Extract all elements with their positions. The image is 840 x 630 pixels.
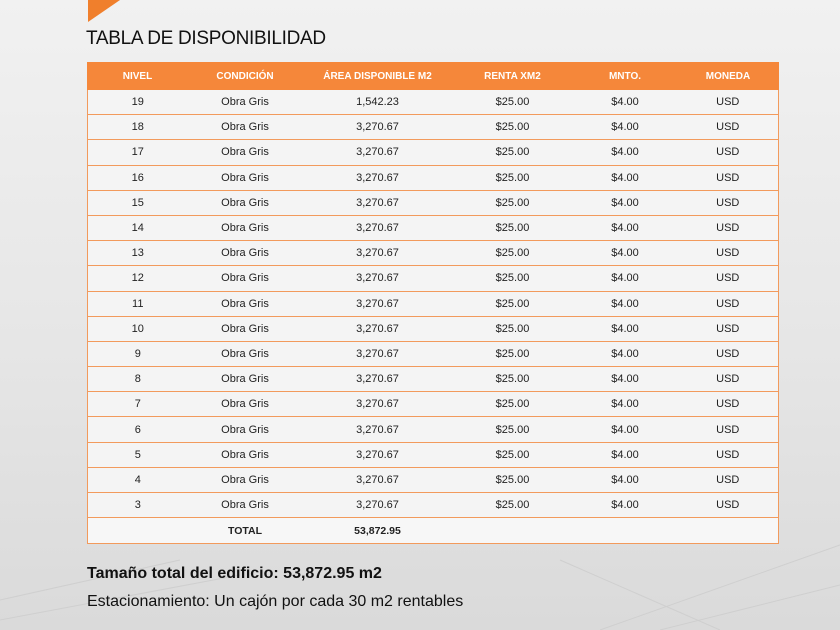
moneda-cell: USD: [678, 266, 779, 291]
table-row: [88, 417, 779, 442]
column-header-area: ÁREA DISPONIBLE M2: [303, 63, 453, 90]
condicion-cell: Obra Gris: [188, 493, 303, 518]
moneda-cell: USD: [678, 140, 779, 165]
total-mnto-cell: [573, 518, 678, 544]
parking-text: Estacionamiento: Un cajón por cada 30 m2 rentables: [87, 593, 464, 610]
area-cell: 3,270.67: [303, 241, 453, 266]
area-cell: 3,270.67: [303, 367, 453, 392]
moneda-cell: USD: [678, 316, 779, 341]
table-row: [88, 341, 779, 366]
nivel-cell: 3: [88, 493, 188, 518]
area-cell: 3,270.67: [303, 417, 453, 442]
condicion-cell: Obra Gris: [188, 316, 303, 341]
area-cell: 3,270.67: [303, 115, 453, 140]
renta-cell: $25.00: [453, 417, 573, 442]
renta-cell: $25.00: [453, 392, 573, 417]
renta-cell: $25.00: [453, 140, 573, 165]
table-row: [88, 316, 779, 341]
moneda-cell: USD: [678, 367, 779, 392]
area-cell: 3,270.67: [303, 215, 453, 240]
nivel-cell: 10: [88, 316, 188, 341]
area-cell: 3,270.67: [303, 493, 453, 518]
area-cell: 3,270.67: [303, 165, 453, 190]
mnto-cell: $4.00: [573, 367, 678, 392]
summary-section: [87, 565, 463, 611]
table-header-row: [88, 63, 779, 90]
condicion-cell: Obra Gris: [188, 215, 303, 240]
nivel-cell: 11: [88, 291, 188, 316]
table-row: [88, 467, 779, 492]
page-title: TABLA DE DISPONIBILIDAD: [86, 28, 326, 49]
mnto-cell: $4.00: [573, 115, 678, 140]
table-row: [88, 392, 779, 417]
area-cell: 3,270.67: [303, 341, 453, 366]
condicion-cell: Obra Gris: [188, 291, 303, 316]
mnto-cell: $4.00: [573, 90, 678, 115]
column-header-moneda: MONEDA: [678, 63, 779, 90]
building-size-text: Tamaño total del edificio: 53,872.95 m2: [87, 565, 382, 582]
mnto-cell: $4.00: [573, 493, 678, 518]
mnto-cell: $4.00: [573, 316, 678, 341]
table-row: [88, 140, 779, 165]
nivel-cell: 17: [88, 140, 188, 165]
nivel-cell: 9: [88, 341, 188, 366]
table-row: [88, 493, 779, 518]
nivel-cell: 8: [88, 367, 188, 392]
table-row: [88, 367, 779, 392]
nivel-cell: 4: [88, 467, 188, 492]
renta-cell: $25.00: [453, 90, 573, 115]
moneda-cell: USD: [678, 442, 779, 467]
total-nivel-cell: [88, 518, 188, 544]
condicion-cell: Obra Gris: [188, 367, 303, 392]
mnto-cell: $4.00: [573, 241, 678, 266]
mnto-cell: $4.00: [573, 140, 678, 165]
column-header-mnto: MNTO.: [573, 63, 678, 90]
table-row: [88, 190, 779, 215]
table-row: [88, 90, 779, 115]
condicion-cell: Obra Gris: [188, 467, 303, 492]
total-area-cell: 53,872.95: [303, 518, 453, 544]
table-body: [88, 90, 779, 544]
area-cell: 3,270.67: [303, 140, 453, 165]
mnto-cell: $4.00: [573, 442, 678, 467]
condicion-cell: Obra Gris: [188, 341, 303, 366]
moneda-cell: USD: [678, 392, 779, 417]
nivel-cell: 15: [88, 190, 188, 215]
table-row: [88, 165, 779, 190]
table-row: [88, 241, 779, 266]
moneda-cell: USD: [678, 467, 779, 492]
renta-cell: $25.00: [453, 316, 573, 341]
mnto-cell: $4.00: [573, 165, 678, 190]
condicion-cell: Obra Gris: [188, 266, 303, 291]
nivel-cell: 13: [88, 241, 188, 266]
area-cell: 3,270.67: [303, 266, 453, 291]
nivel-cell: 7: [88, 392, 188, 417]
nivel-cell: 18: [88, 115, 188, 140]
renta-cell: $25.00: [453, 467, 573, 492]
area-cell: 3,270.67: [303, 467, 453, 492]
mnto-cell: $4.00: [573, 467, 678, 492]
table-row: [88, 266, 779, 291]
nivel-cell: 12: [88, 266, 188, 291]
renta-cell: $25.00: [453, 442, 573, 467]
area-cell: 3,270.67: [303, 442, 453, 467]
table-row: [88, 442, 779, 467]
mnto-cell: $4.00: [573, 341, 678, 366]
area-cell: 3,270.67: [303, 190, 453, 215]
moneda-cell: USD: [678, 115, 779, 140]
renta-cell: $25.00: [453, 341, 573, 366]
availability-table: [87, 62, 779, 544]
mnto-cell: $4.00: [573, 215, 678, 240]
mnto-cell: $4.00: [573, 266, 678, 291]
orange-corner-accent: [88, 0, 120, 22]
mnto-cell: $4.00: [573, 291, 678, 316]
moneda-cell: USD: [678, 417, 779, 442]
area-cell: 1,542.23: [303, 90, 453, 115]
condicion-cell: Obra Gris: [188, 241, 303, 266]
nivel-cell: 14: [88, 215, 188, 240]
renta-cell: $25.00: [453, 115, 573, 140]
column-header-condicion: CONDICIÓN: [188, 63, 303, 90]
condicion-cell: Obra Gris: [188, 442, 303, 467]
table-total-row: [88, 518, 779, 544]
condicion-cell: Obra Gris: [188, 115, 303, 140]
nivel-cell: 6: [88, 417, 188, 442]
total-moneda-cell: [678, 518, 779, 544]
availability-table-container: [87, 62, 778, 544]
column-header-renta: RENTA XM2: [453, 63, 573, 90]
renta-cell: $25.00: [453, 291, 573, 316]
mnto-cell: $4.00: [573, 417, 678, 442]
mnto-cell: $4.00: [573, 392, 678, 417]
renta-cell: $25.00: [453, 190, 573, 215]
table-row: [88, 215, 779, 240]
total-renta-cell: [453, 518, 573, 544]
total-condicion-cell: TOTAL: [188, 518, 303, 544]
area-cell: 3,270.67: [303, 392, 453, 417]
moneda-cell: USD: [678, 190, 779, 215]
moneda-cell: USD: [678, 165, 779, 190]
condicion-cell: Obra Gris: [188, 417, 303, 442]
renta-cell: $25.00: [453, 266, 573, 291]
renta-cell: $25.00: [453, 241, 573, 266]
table-row: [88, 115, 779, 140]
column-header-nivel: NIVEL: [88, 63, 188, 90]
nivel-cell: 5: [88, 442, 188, 467]
moneda-cell: USD: [678, 241, 779, 266]
table-row: [88, 291, 779, 316]
condicion-cell: Obra Gris: [188, 190, 303, 215]
renta-cell: $25.00: [453, 215, 573, 240]
mnto-cell: $4.00: [573, 190, 678, 215]
condicion-cell: Obra Gris: [188, 392, 303, 417]
moneda-cell: USD: [678, 291, 779, 316]
condicion-cell: Obra Gris: [188, 90, 303, 115]
condicion-cell: Obra Gris: [188, 165, 303, 190]
area-cell: 3,270.67: [303, 316, 453, 341]
moneda-cell: USD: [678, 90, 779, 115]
renta-cell: $25.00: [453, 165, 573, 190]
renta-cell: $25.00: [453, 367, 573, 392]
condicion-cell: Obra Gris: [188, 140, 303, 165]
moneda-cell: USD: [678, 341, 779, 366]
nivel-cell: 19: [88, 90, 188, 115]
area-cell: 3,270.67: [303, 291, 453, 316]
moneda-cell: USD: [678, 215, 779, 240]
moneda-cell: USD: [678, 493, 779, 518]
renta-cell: $25.00: [453, 493, 573, 518]
nivel-cell: 16: [88, 165, 188, 190]
